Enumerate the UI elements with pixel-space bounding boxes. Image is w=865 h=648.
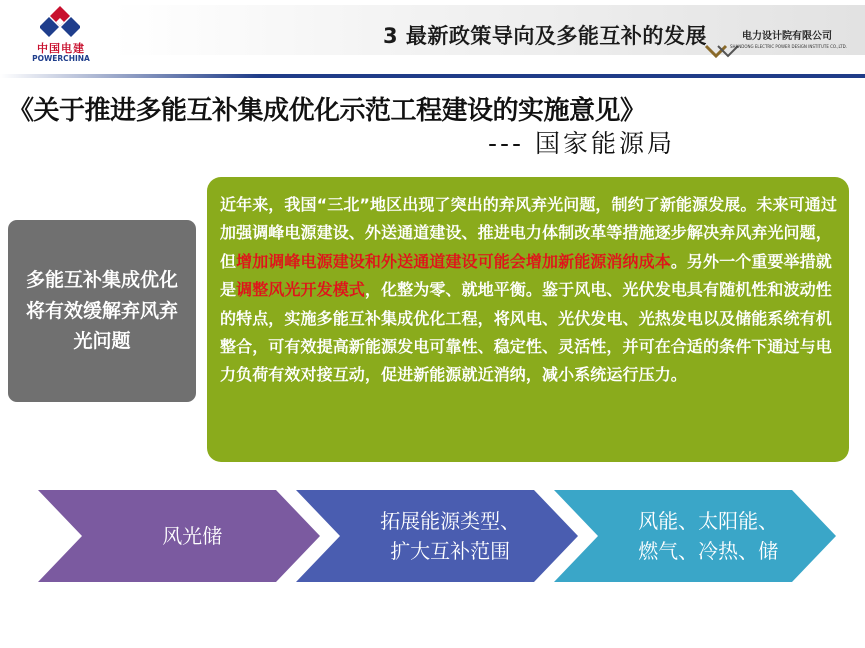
summary-box xyxy=(8,220,196,402)
chevron-label-line: 扩大互补范围 xyxy=(390,539,511,563)
chevron-2 xyxy=(296,490,578,582)
summary-text: 多能互补集成优化将有效缓解弃风弃光问题 xyxy=(25,268,178,353)
document-title: 《关于推进多能互补集成优化示范工程建设的实施意见》 xyxy=(8,96,646,126)
chevron-3 xyxy=(554,490,836,582)
powerchina-logo-icon xyxy=(40,4,80,38)
chevron-label xyxy=(354,506,520,566)
chevron-label-line: 风光储 xyxy=(162,524,223,548)
chevron-flow xyxy=(38,490,838,582)
logo-text-cn: 中国电建 xyxy=(37,42,85,55)
header-divider xyxy=(0,74,865,78)
document-source: --- 国家能源局 xyxy=(488,129,676,158)
content-paragraph xyxy=(220,191,839,390)
content-box xyxy=(207,177,849,462)
chevron-label-line: 拓展能源类型、 xyxy=(380,509,521,533)
paragraph-text: 近年来，我国“三北”地区出现了突出的弃风弃光问题，制约了新能源发展。未来可通过加强调峰电源建设、外送通道建设、推进电力体制改革等措施逐步解决弃风弃光问题，但 xyxy=(220,195,837,271)
chevron-label-line: 燃气、冷热、储 xyxy=(638,539,779,563)
highlighted-text: 增加调峰电源建设和外送通道建设可能会增加新能源消纳成本 xyxy=(236,251,671,271)
company-name-cn: 电力设计院有限公司 xyxy=(742,31,832,42)
company-name-en: SHANDONG ELECTRIC POWER DESIGN INSTITUTE CO.,LTD. xyxy=(730,44,847,49)
chevron-label xyxy=(612,506,778,566)
logo-text-en: POWERCHINA xyxy=(32,54,90,63)
chevron-label xyxy=(136,521,222,551)
chevron-label-line: 风能、太阳能、 xyxy=(638,509,779,533)
paragraph-text: ，化整为零、就地平衡。鉴于风电、光伏发电具有随机性和波动性的特点，实施多能互补集成优化工程，将风电、光伏发电、光热发电以及储能系统有机整合，可有效提高新能源发电可靠性、稳定性、灵活性，并可在合适的条件下通过与电力负荷有效对接互动，促进新能源就近消纳，减小系统运行压力。 xyxy=(220,280,832,385)
section-title: 3 最新政策导向及多能互补的发展 xyxy=(383,24,707,48)
highlighted-text: 调整风光开发模式 xyxy=(236,280,365,300)
powerchina-logo xyxy=(14,2,108,72)
slide-header xyxy=(0,0,865,78)
paragraph-text: 。另外一个重要举措就是 xyxy=(220,251,832,300)
chevron-1 xyxy=(38,490,320,582)
